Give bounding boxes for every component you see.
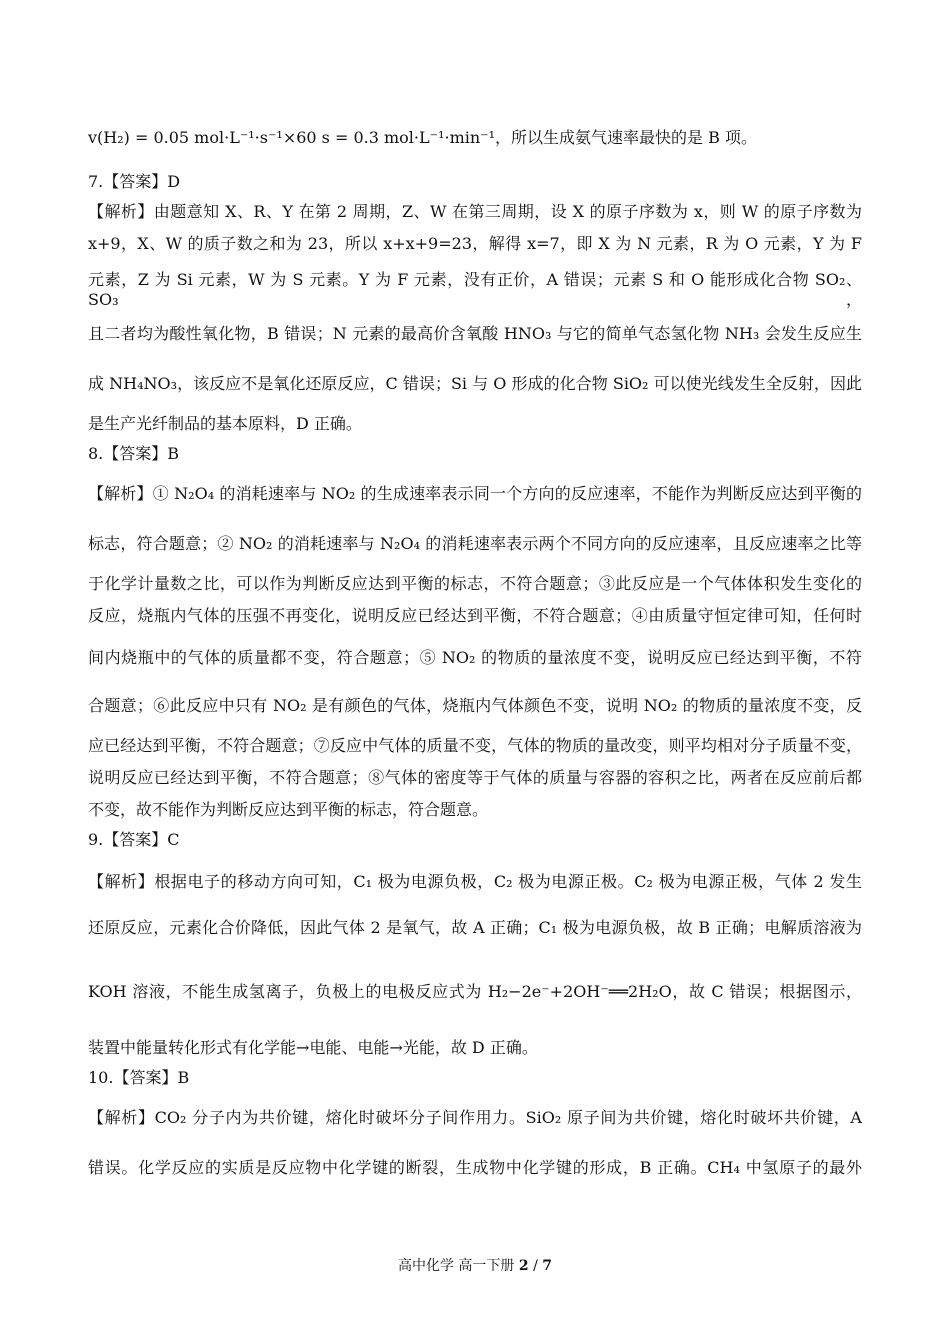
text-line: 应已经达到平衡，不符合题意；⑦反应中气体的质量不变，气体的物质的量改变，则平均相对分子质量不变， xyxy=(88,736,862,755)
text-line: 【解析】根据电子的移动方向可知，C₁ 极为电源负极，C₂ 极为电源正极。C₂ 极为电源正极，气体 2 发生 xyxy=(88,872,862,891)
page-separator: / xyxy=(533,1258,538,1274)
text-line: 成 NH₄NO₃，该反应不是氧化还原反应，C 错误；Si 与 O 形成的化合物 SiO₂ 可以使光线发生全反射，因此 xyxy=(88,374,862,393)
text-line: KOH 溶液，不能生成氢离子，负极上的电极反应式为 H₂−2e⁻+2OH⁻══2H₂O，故 C 错误；根据图示， xyxy=(88,982,862,1001)
answer-heading: 7.【答案】D xyxy=(88,172,181,191)
text-line: 标志，符合题意；② NO₂ 的消耗速率与 N₂O₄ 的消耗速率表示两个不同方向的反应速率，且反应速率之比等 xyxy=(88,534,862,553)
text-line: 反应，烧瓶内气体的压强不再变化，说明反应已经达到平衡，不符合题意；④由质量守恒定律可知，任何时 xyxy=(88,606,862,625)
answer-heading: 9.【答案】C xyxy=(88,830,180,849)
text-line: 【解析】由题意知 X、R、Y 在第 2 周期，Z、W 在第三周期，设 X 的原子序数为 x，则 W 的原子序数为 xyxy=(88,202,862,221)
text-line: 于化学计量数之比，可以作为判断反应达到平衡的标志，不符合题意；③此反应是一个气体体积发生变化的 xyxy=(88,574,862,593)
text-line: x+9，X、W 的质子数之和为 23，所以 x+x+9=23，解得 x=7，即 X 为 N 元素，R 为 O 元素，Y 为 F xyxy=(88,234,862,253)
text-line: v(H₂) = 0.05 mol·L⁻¹·s⁻¹×60 s = 0.3 mol·L⁻¹·min⁻¹，所以生成氨气速率最快的是 B 项。 xyxy=(88,128,757,147)
text-line: 合题意；⑥此反应中只有 NO₂ 是有颜色的气体，烧瓶内气体颜色不变，说明 NO₂ 的物质的量浓度不变，反 xyxy=(88,696,862,715)
text-line: 【解析】① N₂O₄ 的消耗速率与 NO₂ 的生成速率表示同一个方向的反应速率，不能作为判断反应达到平衡的 xyxy=(88,484,862,503)
text-line: 【解析】CO₂ 分子内为共价键，熔化时破坏分子间作用力。SiO₂ 原子间为共价键，熔化时破坏共价键，A xyxy=(88,1108,862,1127)
text-line: 错误。化学反应的实质是反应物中化学键的断裂，生成物中化学键的形成，B 正确。CH₄ 中氢原子的最外 xyxy=(88,1158,862,1177)
text-line: 还原反应，元素化合价降低，因此气体 2 是氧气，故 A 正确；C₁ 极为电源负极，故 B 正确；电解质溶液为 xyxy=(88,918,862,937)
page-total: 7 xyxy=(542,1258,553,1274)
text-line: 间内烧瓶中的气体的质量都不变，符合题意；⑤ NO₂ 的物质的量浓度不变，说明反应已经达到平衡，不符 xyxy=(88,648,862,667)
footer-label: 高中化学 高一下册 xyxy=(397,1258,515,1274)
text-line: 不变，故不能作为判断反应达到平衡的标志，符合题意。 xyxy=(88,800,489,819)
text-line: 是生产光纤制品的基本原料，D 正确。 xyxy=(88,414,362,433)
text-line: 说明反应已经达到平衡，不符合题意；⑧气体的密度等于气体的质量与容器的容积之比，两者在反应前后都 xyxy=(88,768,862,787)
answer-heading: 8.【答案】B xyxy=(88,444,180,463)
page-footer xyxy=(0,1255,950,1275)
text-line: 装置中能量转化形式有化学能→电能、电能→光能，故 D 正确。 xyxy=(88,1038,538,1057)
text-line: 元素，Z 为 Si 元素，W 为 S 元素。Y 为 F 元素，没有正价，A 错误；元素 S 和 O 能形成化合物 SO₂、SO₃， xyxy=(88,270,862,309)
text-line: 且二者均为酸性氧化物，B 错误；N 元素的最高价含氧酸 HNO₃ 与它的简单气态氢化物 NH₃ 会发生反应生 xyxy=(88,324,862,343)
answer-heading: 10.【答案】B xyxy=(88,1068,190,1087)
page-number: 2 xyxy=(518,1258,529,1274)
